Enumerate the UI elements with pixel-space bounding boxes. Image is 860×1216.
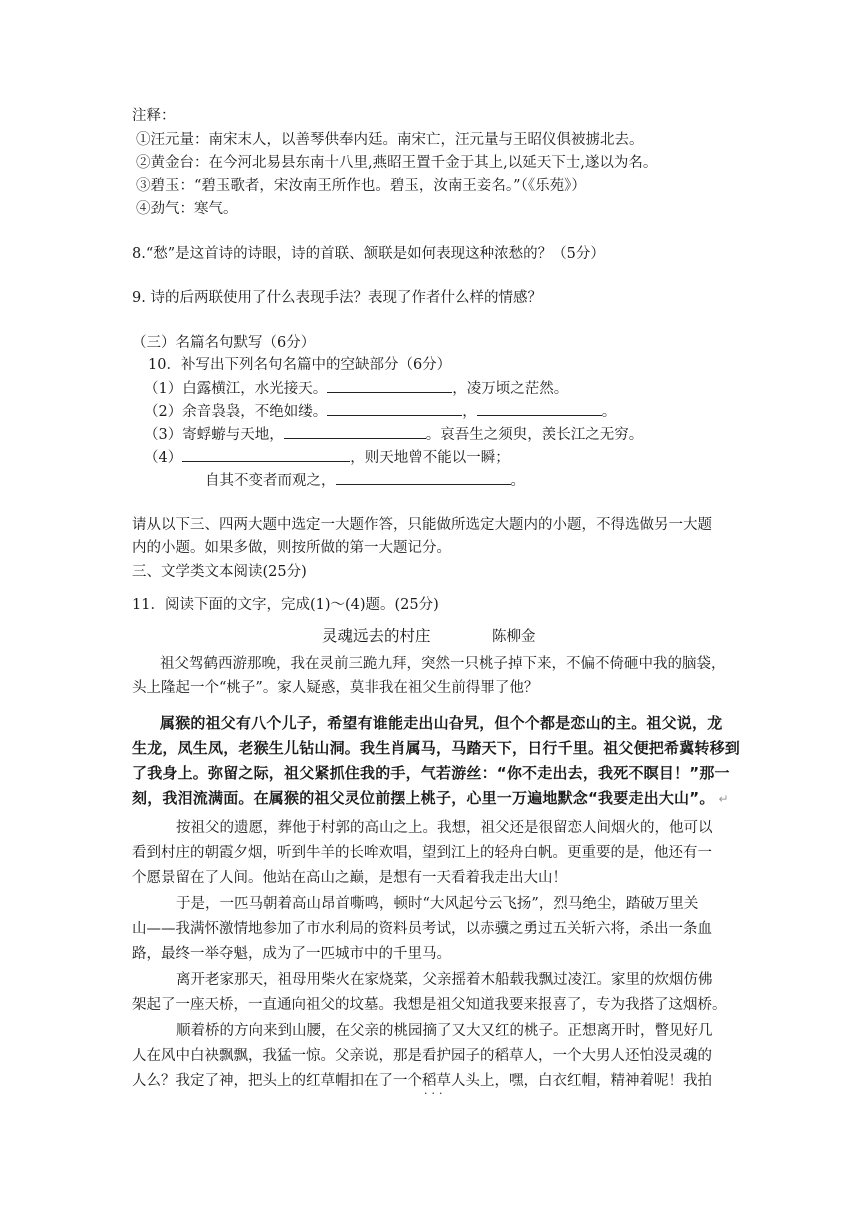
paragraph-4-line-3: 路，最终一举夺魁，成为了一匹城市中的千里马。: [132, 946, 451, 962]
fill-line-2: [144, 401, 616, 422]
paragraph-5-line-1: 离开老家那天，祖母用柴火在家烧菜，父亲摇着木船载我飘过凌江。家里的炊烟仿佛: [176, 972, 713, 988]
fill-text: ，: [462, 404, 477, 420]
answer-blank[interactable]: [327, 378, 452, 393]
notes-heading: 注释：: [132, 108, 176, 124]
answer-blank[interactable]: [336, 470, 511, 485]
fill-text: 。哀吾生之须臾，羡长江之无穷。: [425, 427, 644, 443]
fill-text: （4）: [144, 450, 183, 466]
fill-line-4: [144, 447, 510, 468]
answer-blank[interactable]: [182, 447, 350, 462]
paragraph-4-line-2: 山——我满怀激情地参加了市水利局的资料员考试，以赤骥之勇过五关斩六将，杀出一条血: [132, 921, 712, 937]
article-author: 陈柳金: [492, 629, 536, 645]
paragraph-2-line-4: [132, 788, 729, 809]
part-3-heading: 三、文学类文本阅读(25分): [132, 564, 307, 580]
question-8: 8.“愁”是这首诗的诗眼，诗的首联、颔联是如何表现这种浓愁的？（5分）: [132, 246, 605, 262]
paragraph-2-text: 刻，我泪流满面。在属猴的祖父灵位前摆上桃子，心里一万遍地默念“我要走出大山”。: [132, 789, 715, 807]
fill-text: ，凌万顷之茫然。: [452, 381, 569, 397]
answer-blank[interactable]: [477, 401, 602, 416]
fill-line-3: [144, 424, 643, 445]
paragraph-6-text: 头上，嘿，白衣红帽，精神着呢！我拍: [465, 1073, 712, 1089]
paragraph-3-line-2: 看到村庄的朝霞夕烟，听到牛羊的长哞欢唱，望到江上的轻舟白帆。更重要的是，他还有一: [132, 845, 712, 861]
fill-text: 自其不变者而观之，: [205, 473, 336, 489]
paragraph-1-line-1: 祖父驾鹤西游那晚，我在灵前三跪九拜，突然一只桃子掉下来，不偏不倚砸中我的脑袋，: [160, 656, 726, 672]
paragraph-2-line-2: 生龙，凤生凤，老猴生儿钻山洞。我生肖属马，马踏天下，日行千里。祖父便把希冀转移到: [132, 739, 741, 757]
fill-text: ，则天地曾不能以一瞬；: [350, 450, 510, 466]
question-11: 11．阅读下面的文字，完成(1)～(4)题。(25分): [132, 597, 439, 613]
instruction-line-1: 请从以下三、四两大题中选定一大题作答，只能做所选定大题内的小题，不得选做另一大题: [132, 517, 712, 533]
paragraph-6-line-1: 顺着桥的方向来到山腰，在父亲的桃园摘了又大又红的桃子。正想离开时，瞥见好几: [176, 1023, 713, 1039]
paragraph-6-line-3: [132, 1071, 712, 1091]
section-heading-recitation: （三）名篇名句默写（6分）: [132, 335, 316, 351]
note-item-2: ②黄金台：在今河北易县东南十八里,燕昭王置千金于其上,以延天下士,遂以为名。: [136, 155, 658, 171]
paragraph-5-line-2: 架起了一座天桥，一直通向祖父的坟墓。我想是祖父知道我要来报喜了，专为我搭了这烟桥。: [132, 997, 727, 1013]
article-title: 灵魂远去的村庄: [322, 627, 431, 645]
paragraph-4-line-1: 于是，一匹马朝着高山昂首嘶鸣，顿时“大风起兮云飞扬”，烈马绝尘，踏破万里关: [176, 896, 699, 912]
fill-text: （1）白露横江，水光接天。: [144, 381, 328, 397]
emphasis-dotted-text: 稻草人 ···: [422, 1071, 466, 1091]
note-item-3: ③碧玉：“碧玉歌者，宋汝南王所作也。碧玉，汝南王妾名。”（《乐苑》）: [136, 178, 586, 194]
paragraph-6-text: 人么？我定了神，把头上的红草帽扣在了一个: [132, 1073, 422, 1089]
paragraph-3-line-1: 按祖父的遗愿，葬他于村郭的高山之上。我想，祖父还是很留恋人间烟火的，他可以: [176, 820, 713, 836]
question-10: 10．补写出下列名句名篇中的空缺部分（6分）: [148, 357, 452, 373]
note-item-4: ④劲气：寒气。: [136, 201, 238, 217]
paragraph-1-line-2: 头上隆起一个“桃子”。家人疑惑，莫非我在祖父生前得罪了他？: [132, 680, 539, 696]
paragraph-6-line-2: 人在风中白袂飘飘，我猛一惊。父亲说，那是看护园子的稻草人，一个大男人还怕没灵魂的: [132, 1048, 712, 1064]
instruction-line-2: 内的小题。如果多做，则按所做的第一大题记分。: [132, 540, 451, 556]
fill-line-5: [205, 470, 525, 491]
answer-blank[interactable]: [284, 424, 426, 439]
question-9: 9. 诗的后两联使用了什么表现手法？表现了作者什么样的情感？: [132, 290, 542, 306]
answer-blank[interactable]: [327, 401, 462, 416]
fill-text: （2）余音袅袅，不绝如缕。: [144, 404, 328, 420]
paragraph-3-line-3: 个愿景留在了人间。他站在高山之巅，是想有一天看着我走出大山！: [132, 870, 567, 886]
fill-text: 。: [510, 473, 525, 489]
fill-line-1: [144, 378, 568, 399]
note-item-1: ①汪元量：南宋末人，以善琴供奉内廷。南宋亡，汪元量与王昭仪俱被掳北去。: [136, 132, 644, 148]
paragraph-2-line-1: 属猴的祖父有八个儿子，希望有谁能走出山旮旯，但个个都是恋山的主。祖父说，龙: [160, 714, 723, 732]
return-mark: ↵: [718, 792, 729, 806]
fill-text: 。: [601, 404, 617, 420]
fill-text: （3）寄蜉蝣与天地，: [144, 427, 284, 443]
paragraph-2-line-3: 了我身上。弥留之际，祖父紧抓住我的手，气若游丝：“你不走出去，我死不瞑目！”那一: [132, 764, 730, 782]
